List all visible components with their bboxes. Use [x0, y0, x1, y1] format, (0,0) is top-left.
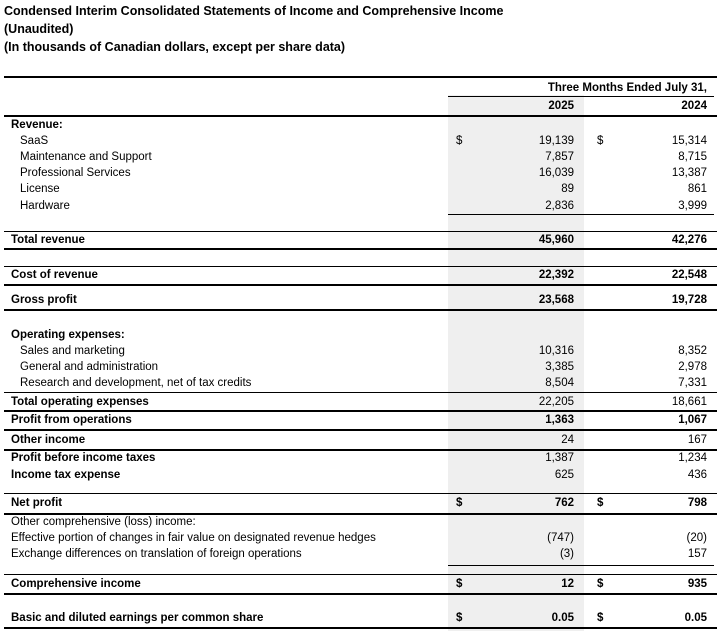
comprehensive-income-value-2025: 12	[561, 578, 574, 590]
profit-before-income-taxes-value-2025: 1,387	[545, 452, 574, 464]
period-header: Three Months Ended July 31,	[547, 82, 707, 94]
revenue-subtotal-rule-2025	[448, 214, 584, 215]
net-profit-bottom-rule	[4, 513, 717, 515]
basic-diluted-eps-label: Basic and diluted earnings per common share	[11, 612, 264, 624]
revenue-saas-label: SaaS	[20, 135, 49, 147]
total-operating-expenses-top-rule	[4, 392, 717, 393]
other-income-value-2024: 167	[687, 434, 707, 446]
profit-from-operations-bottom-rule	[4, 429, 717, 431]
revenue-maintenance-support-value-2025: 7,857	[545, 151, 574, 163]
basic-diluted-eps-currency-2025: $	[456, 612, 463, 624]
revenue-license-value-2025: 89	[561, 183, 574, 195]
opex-research-development-value-2024: 7,331	[678, 377, 707, 389]
gross-profit-value-2025: 23,568	[538, 294, 574, 306]
oci-subtotal-rule-2024	[584, 565, 714, 566]
revenue-hardware-row	[0, 198, 721, 214]
basic-diluted-eps-value-2025: 0.05	[551, 612, 574, 624]
revenue-maintenance-support-row	[0, 149, 721, 165]
basic-diluted-eps-currency-2024: $	[597, 612, 604, 624]
income-tax-expense-row	[0, 467, 721, 483]
total-revenue-bottom-rule	[4, 248, 717, 250]
operating-expenses-heading-row	[0, 327, 721, 343]
revenue-license-row	[0, 181, 721, 197]
oci-revenue-hedges-value-2024: (20)	[686, 532, 707, 544]
top-rule	[4, 76, 717, 78]
cost-of-revenue-top-rule	[4, 266, 717, 267]
comprehensive-income-top-rule	[4, 574, 717, 575]
statement-units-note: (In thousands of Canadian dollars, except per share data)	[4, 40, 346, 54]
opex-sales-marketing-value-2025: 10,316	[538, 345, 574, 357]
total-revenue-top-rule	[4, 231, 717, 232]
net-profit-currency-2025: $	[456, 497, 463, 509]
oci-foreign-exchange-value-2025: (3)	[559, 548, 574, 560]
other-comprehensive-income-heading-label: Other comprehensive (loss) income:	[11, 516, 196, 528]
revenue-professional-services-value-2025: 16,039	[538, 167, 574, 179]
opex-general-administration-row	[0, 359, 721, 375]
revenue-saas-value-2025: 19,139	[538, 135, 574, 147]
profit-from-operations-value-2025: 1,363	[545, 414, 574, 426]
gross-profit-row	[0, 292, 721, 308]
revenue-professional-services-label: Professional Services	[20, 167, 131, 179]
opex-sales-marketing-label: Sales and marketing	[20, 345, 125, 357]
revenue-saas-currency-2025: $	[456, 135, 463, 147]
cost-of-revenue-label: Cost of revenue	[11, 269, 98, 281]
basic-diluted-eps-value-2024: 0.05	[684, 612, 707, 624]
profit-from-operations-label: Profit from operations	[11, 414, 132, 426]
other-comprehensive-income-heading-row	[0, 514, 721, 530]
revenue-hardware-label: Hardware	[20, 200, 70, 212]
gross-profit-label: Gross profit	[11, 294, 77, 306]
revenue-maintenance-support-label: Maintenance and Support	[20, 151, 152, 163]
cost-of-revenue-value-2025: 22,392	[538, 269, 574, 281]
cost-of-revenue-value-2024: 22,548	[671, 269, 707, 281]
revenue-subtotal-rule-2024	[584, 214, 714, 215]
basic-diluted-eps-row	[0, 610, 721, 626]
net-profit-value-2024: 798	[687, 497, 707, 509]
cost-of-revenue-bottom-rule	[4, 284, 717, 286]
profit-before-income-taxes-value-2024: 1,234	[678, 452, 707, 464]
profit-from-operations-value-2024: 1,067	[678, 414, 707, 426]
other-income-label: Other income	[11, 434, 86, 446]
revenue-professional-services-row	[0, 165, 721, 181]
revenue-heading-label: Revenue:	[11, 119, 63, 131]
revenue-hardware-value-2024: 3,999	[678, 200, 707, 212]
opex-research-development-label: Research and development, net of tax credits	[20, 377, 252, 389]
oci-foreign-exchange-row	[0, 546, 721, 562]
eps-bottom-rule	[4, 627, 717, 629]
net-profit-row	[0, 495, 721, 511]
opex-research-development-row	[0, 375, 721, 391]
income-tax-expense-value-2025: 625	[554, 469, 574, 481]
total-operating-expenses-bottom-rule	[4, 410, 717, 412]
revenue-heading-row	[0, 117, 721, 133]
comprehensive-income-currency-2024: $	[597, 578, 604, 590]
opex-general-administration-label: General and administration	[20, 361, 159, 373]
revenue-saas-row	[0, 133, 721, 149]
opex-general-administration-value-2025: 3,385	[545, 361, 574, 373]
oci-subtotal-rule-2025	[448, 565, 584, 566]
revenue-hardware-value-2025: 2,836	[545, 200, 574, 212]
other-income-value-2025: 24	[561, 434, 574, 446]
statement-unaudited-note: (Unaudited)	[4, 22, 74, 36]
oci-foreign-exchange-label: Exchange differences on translation of foreign operations	[11, 548, 302, 560]
column-header-2025: 2025	[548, 100, 574, 112]
total-operating-expenses-row	[0, 394, 721, 410]
opex-research-development-value-2025: 8,504	[545, 377, 574, 389]
comprehensive-income-label: Comprehensive income	[11, 578, 141, 590]
column-header-2024: 2024	[681, 100, 707, 112]
income-tax-expense-value-2024: 436	[687, 469, 707, 481]
oci-revenue-hedges-row	[0, 530, 721, 546]
statement-title: Condensed Interim Consolidated Statements of Income and Comprehensive Income	[4, 4, 504, 18]
opex-sales-marketing-row	[0, 343, 721, 359]
revenue-license-label: License	[20, 183, 60, 195]
net-profit-top-rule	[4, 493, 717, 494]
comprehensive-income-value-2024: 935	[687, 578, 707, 590]
revenue-maintenance-support-value-2024: 8,715	[678, 151, 707, 163]
total-revenue-value-2025: 45,960	[538, 234, 574, 246]
comprehensive-income-row	[0, 576, 721, 592]
oci-revenue-hedges-label: Effective portion of changes in fair value on designated revenue hedges	[11, 532, 376, 544]
profit-from-operations-row	[0, 412, 721, 428]
profit-before-income-taxes-label: Profit before income taxes	[11, 452, 156, 464]
period-header-rule	[448, 96, 714, 97]
other-income-bottom-rule	[4, 449, 717, 451]
oci-foreign-exchange-value-2024: 157	[687, 548, 707, 560]
profit-before-income-taxes-row	[0, 450, 721, 466]
net-profit-label: Net profit	[11, 497, 63, 509]
opex-sales-marketing-value-2024: 8,352	[678, 345, 707, 357]
opex-general-administration-value-2024: 2,978	[678, 361, 707, 373]
net-profit-currency-2024: $	[597, 497, 604, 509]
total-revenue-label: Total revenue	[11, 234, 85, 246]
revenue-license-value-2024: 861	[687, 183, 707, 195]
total-operating-expenses-value-2025: 22,205	[538, 396, 574, 408]
income-tax-expense-label: Income tax expense	[11, 469, 121, 481]
gross-profit-bottom-rule	[4, 309, 717, 311]
oci-revenue-hedges-value-2025: (747)	[547, 532, 574, 544]
total-operating-expenses-value-2024: 18,661	[671, 396, 707, 408]
revenue-saas-value-2024: 15,314	[671, 135, 707, 147]
revenue-professional-services-value-2024: 13,387	[671, 167, 707, 179]
comprehensive-income-bottom-rule	[4, 593, 717, 595]
revenue-saas-currency-2024: $	[597, 135, 604, 147]
net-profit-value-2025: 762	[554, 497, 574, 509]
other-income-row	[0, 432, 721, 448]
gross-profit-value-2024: 19,728	[671, 294, 707, 306]
cost-of-revenue-row	[0, 267, 721, 283]
total-revenue-row	[0, 232, 721, 248]
operating-expenses-heading-label: Operating expenses:	[11, 329, 125, 341]
total-operating-expenses-label: Total operating expenses	[11, 396, 149, 408]
comprehensive-income-currency-2025: $	[456, 578, 463, 590]
total-revenue-value-2024: 42,276	[671, 234, 707, 246]
